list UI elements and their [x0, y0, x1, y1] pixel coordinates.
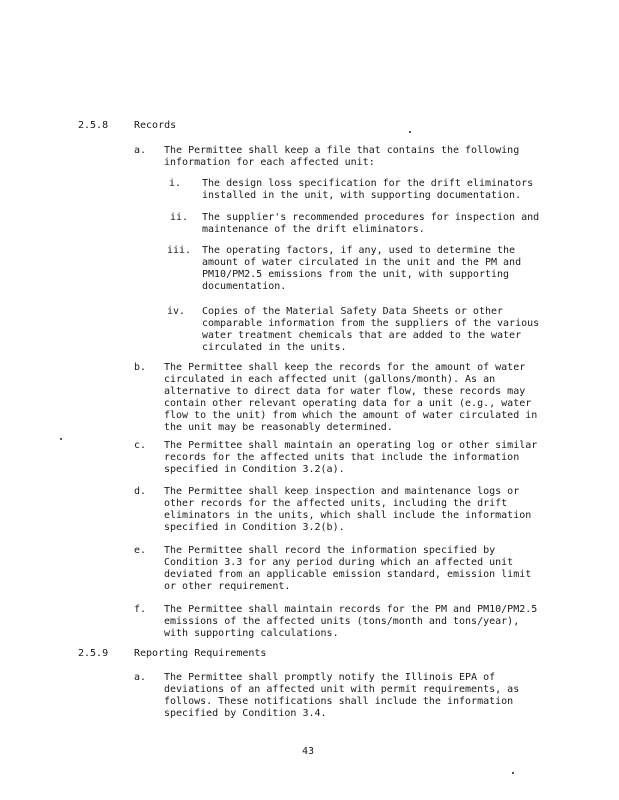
- item-label: f.: [134, 604, 147, 615]
- paragraph-line: other records for the affected units, including the drift: [164, 498, 508, 509]
- item-label: c.: [134, 440, 147, 451]
- item-label: d.: [134, 486, 147, 497]
- section-number: 2.5.9: [78, 648, 109, 659]
- paragraph-line: The Permittee shall keep the records for the amount of water: [164, 362, 526, 373]
- paragraph-line: emissions of the affected units (tons/month and tons/year),: [164, 616, 520, 627]
- paragraph-line: with supporting calculations.: [164, 628, 339, 639]
- paragraph-line: The Permittee shall promptly notify the Illinois EPA of: [164, 672, 496, 683]
- item-label: a.: [134, 672, 147, 683]
- paragraph-line: information for each affected unit:: [164, 157, 375, 168]
- paragraph-line: amount of water circulated in the unit and the PM and: [202, 257, 522, 268]
- paragraph-line: deviations of an affected unit with permit requirements, as: [164, 684, 520, 695]
- paragraph-line: circulated in each affected unit (gallons/month). As an: [164, 374, 496, 385]
- paragraph-line: documentation.: [202, 281, 287, 292]
- paragraph-line: The Permittee shall record the information specified by: [164, 545, 496, 556]
- paragraph-line: maintenance of the drift eliminators.: [202, 224, 425, 235]
- paragraph-line: records for the affected units that include the information: [164, 452, 520, 463]
- paragraph-line: The design loss specification for the drift eliminators: [202, 178, 534, 189]
- paragraph-line: alternative to direct data for water flow, these records may: [164, 386, 526, 397]
- paragraph-line: The operating factors, if any, used to determine the: [202, 245, 516, 256]
- paragraph-line: contain other relevant operating data for a unit (e.g., water: [164, 398, 532, 409]
- paragraph-line: Condition 3.3 for any period during which an affected unit: [164, 557, 514, 568]
- scan-speck: [512, 772, 514, 774]
- paragraph-line: The supplier's recommended procedures for inspection and: [202, 212, 540, 223]
- paragraph-line: specified in Condition 3.2(b).: [164, 522, 345, 533]
- subitem-label: iv.: [167, 306, 186, 317]
- paragraph-line: follows. These notifications shall include the information: [164, 696, 514, 707]
- subitem-label: i.: [169, 178, 182, 189]
- paragraph-line: PM10/PM2.5 emissions from the unit, with supporting: [202, 269, 510, 280]
- paragraph-line: specified by Condition 3.4.: [164, 708, 327, 719]
- paragraph-line: Copies of the Material Safety Data Sheets or other: [202, 306, 504, 317]
- item-label: b.: [134, 362, 147, 373]
- paragraph-line: installed in the unit, with supporting documentation.: [202, 190, 522, 201]
- section-title: Reporting Requirements: [134, 648, 267, 659]
- item-label: a.: [134, 145, 147, 156]
- scan-speck: [60, 438, 62, 440]
- paragraph-line: The Permittee shall keep a file that contains the following: [164, 145, 520, 156]
- scan-speck: [409, 131, 411, 133]
- item-label: e.: [134, 545, 147, 556]
- paragraph-line: flow to the unit) from which the amount of water circulated in: [164, 410, 538, 421]
- subitem-label: ii.: [170, 212, 189, 223]
- paragraph-line: deviated from an applicable emission standard, emission limit: [164, 569, 532, 580]
- paragraph-line: the unit may be reasonably determined.: [164, 422, 393, 433]
- paragraph-line: circulated in the units.: [202, 342, 347, 353]
- paragraph-line: water treatment chemicals that are added to the water: [202, 330, 522, 341]
- paragraph-line: specified in Condition 3.2(a).: [164, 464, 345, 475]
- paragraph-line: The Permittee shall keep inspection and maintenance logs or: [164, 486, 520, 497]
- paragraph-line: The Permittee shall maintain records for the PM and PM10/PM2.5: [164, 604, 538, 615]
- paragraph-line: comparable information from the suppliers of the various: [202, 318, 540, 329]
- paragraph-line: eliminators in the units, which shall include the information: [164, 510, 532, 521]
- section-number: 2.5.8: [78, 120, 109, 131]
- subitem-label: iii.: [167, 245, 192, 256]
- paragraph-line: or other requirement.: [164, 581, 291, 592]
- section-title: Records: [134, 120, 177, 131]
- paragraph-line: The Permittee shall maintain an operating log or other similar: [164, 440, 538, 451]
- page-number: 43: [302, 746, 315, 757]
